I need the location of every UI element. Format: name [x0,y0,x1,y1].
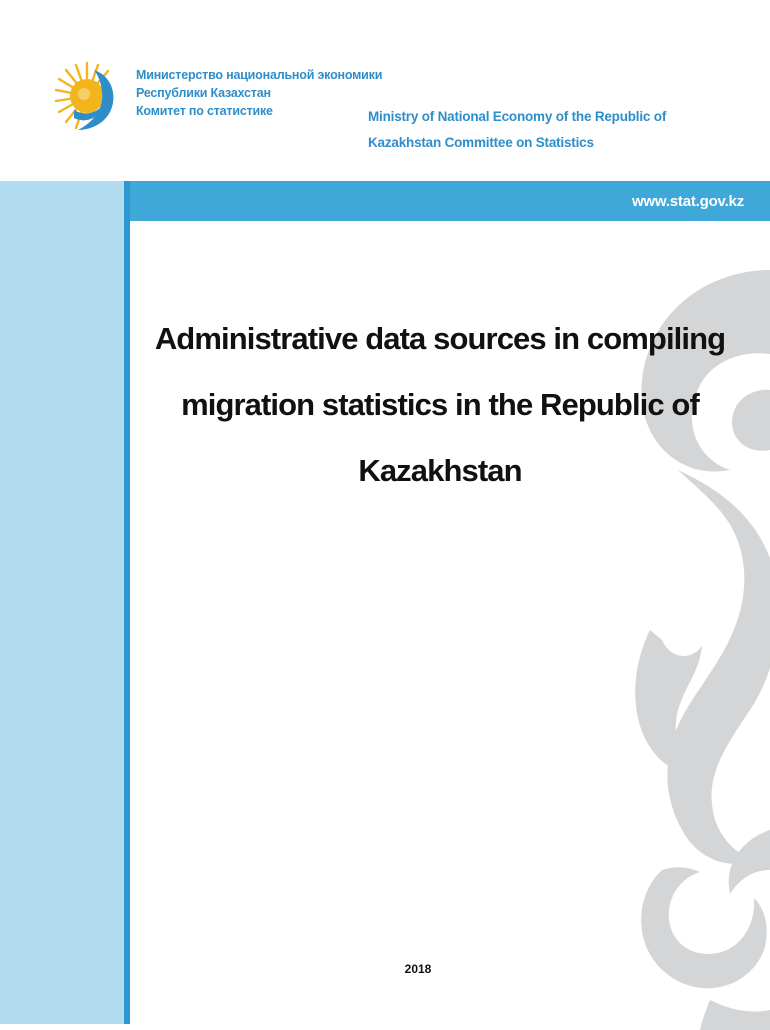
document-title-line-3: Kazakhstan [358,453,522,488]
document-title-line-2: migration statistics in the Republic of [181,387,699,422]
left-side-accent-bar [124,181,130,1024]
ministry-name-ru-line-3: Комитет по статистике [136,104,273,118]
website-link[interactable]: www.stat.gov.kz [631,193,744,210]
ministry-name-russian [136,66,383,120]
header-band [130,181,770,221]
statistics-committee-sun-logo-icon [54,60,120,132]
ministry-name-en-line-2: Kazakhstan Committee on Statistics [368,135,594,150]
document-title [140,306,740,504]
ministry-name-english [368,104,708,156]
document-title-line-1: Administrative data sources in compiling [154,321,726,356]
ministry-name-ru-line-1: Министерство национальной экономики [136,68,383,82]
ministry-name-en-line-1: Ministry of National Economy of the Republic of [368,109,667,124]
left-side-panel [0,181,124,1024]
publication-year: 2018 [404,962,432,976]
ministry-name-ru-line-2: Республики Казахстан [136,86,271,100]
